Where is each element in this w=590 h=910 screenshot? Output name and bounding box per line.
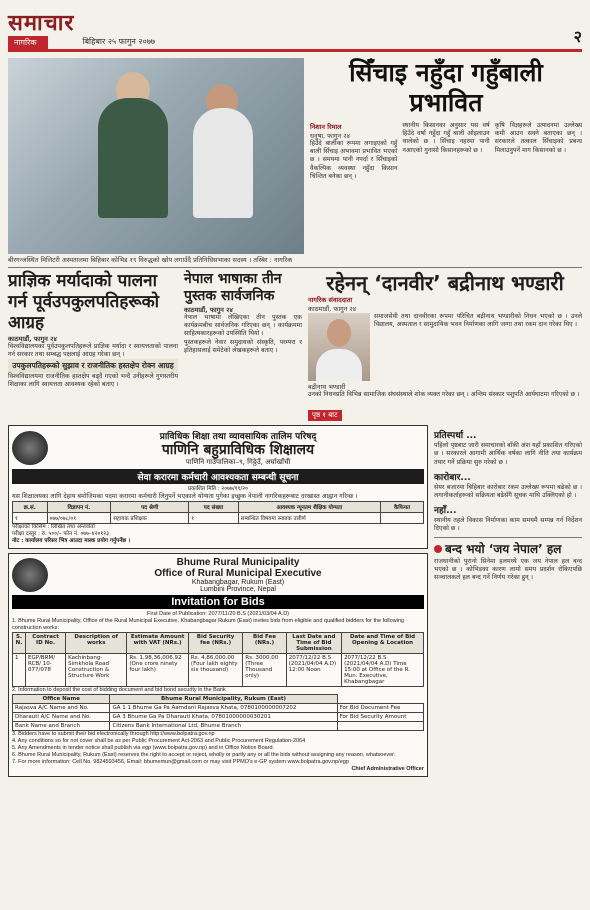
job-table-cell: सहायक प्रशिक्षक	[111, 513, 189, 524]
bank-table-cell: GA 3 Bhume Ga Pa Dharauti Khata, 07801000000030201	[110, 713, 337, 722]
notice1-footer-1: परीक्षाको किसिम : लिखित तथा अन्तर्वार्ता	[12, 524, 95, 531]
brand-sub: नागरिक	[8, 36, 48, 49]
brand-name: समाचार	[8, 11, 75, 36]
notice2-intro: 1. Bhume Rural Municipality, Office of the Rural Municipal Executive, Khabangbagar Rukum (East) invites bids from eligible and qualified bidders for the following construction works:	[12, 618, 405, 632]
bid-note: 4. Any conditions so for not cover shall be as per Public Procurement Act-2063 and Public Procurement Regulation-2064	[12, 738, 306, 745]
bank-table-cell: Bank Name and Branch	[13, 722, 110, 731]
sidebar-divider	[434, 537, 582, 538]
story5-headline[interactable]: बन्द भयो ‘जय नेपाल’ हल	[445, 541, 562, 556]
story2-body-a: समाजसेवी तथा दानवीरका रूपमा परिचित बद्रीनाथ भण्डारीको निधन भएको छ । उनले विद्यालय, अस्पताल र सामुदायिक भवन निर्माणका लागि जग्गा तथा रकम दान गरेका थिए ।	[374, 313, 582, 329]
story1-columns	[310, 122, 582, 181]
story2-place: काठमाडौं, फागुन २४	[308, 305, 357, 313]
issue-date: बिहिबार २५ फागुन २०७७	[82, 37, 156, 46]
story1-byline: निशान रिमाल	[310, 123, 342, 131]
photo-block	[8, 52, 304, 264]
bid-table-cell: 1	[13, 654, 26, 687]
notice2-line3: Khabangbagar, Rukum (East)	[191, 579, 285, 587]
brand	[8, 12, 74, 49]
job-table-row	[13, 513, 424, 524]
portrait-photo	[308, 313, 370, 381]
bid-table-header-3: Estimate Amount with VAT (NRs.)	[127, 633, 189, 654]
bid-table-cell: 2077/12/22 B.S (2021/04/04 A.D) 12:00 Noon	[286, 654, 341, 687]
bank-table-row	[13, 704, 424, 713]
story1-headline[interactable]: सिँचाइ नहुँदा गहुँबाली प्रभावित	[349, 58, 543, 117]
bid-table-header-7: Date and Time of Bid Opening & Location	[342, 633, 424, 654]
bid-table-cell: EGP/BRM/ RCB/ 10-077/078	[26, 654, 66, 687]
bank-table-cell: Rajasva A/C Name and No.	[13, 704, 110, 713]
bid-table-cell: Rs. 4,86,000.00 (Four lakh eighty six thousand)	[188, 654, 242, 687]
story3	[8, 271, 178, 421]
middle-row	[8, 271, 582, 421]
notice1-footer-2: परीक्षा दस्तुर : रु. ५००/– फोन नं. ०७७–४२०१२३	[12, 531, 109, 538]
notice1-table	[12, 501, 424, 524]
story3-body-b: विश्वविद्यालयमा राजनीतिक हस्तक्षेप बढ्दै गएको भन्दै उनीहरूले गुणस्तरीय शिक्षाका लागि स्वायत्तता आवश्यक रहेको बताए ।	[8, 372, 178, 389]
bullet-icon	[434, 545, 442, 553]
bid-table-header-2: Description of works	[66, 633, 127, 654]
sidebar-body-3: स्थानीय तहले विकास निर्माणका काम समयमै सम्पन्न गर्न निर्देशन दिएको छ ।	[434, 517, 582, 533]
notices-column	[8, 425, 428, 777]
bank-table-cell: Citizens Bank International Ltd, Bhume Branch	[110, 722, 337, 731]
job-table-header-0: क्र.सं.	[13, 502, 48, 513]
bottom-row	[8, 425, 582, 777]
story4-body-b: पुस्तकहरूले नेवार समुदायको संस्कृति, परम्परा र इतिहासलाई समेटेको लेखकहरूले बताए ।	[184, 338, 302, 354]
bid-table	[12, 632, 424, 687]
notice1-body: यस शिक्षालयका लागि देहाय बमोजिमका पदमा करारमा कर्मचारी लिनुपर्ने भएकाले योग्यता पुगेका इच्छुक नेपाली नागरिकहरूबाट दरखास्त आह्वान गरिन्छ ।	[12, 493, 358, 501]
notice2-notes	[12, 731, 424, 766]
sidebar-head-2[interactable]: कारोबार...	[434, 472, 471, 483]
sidebar-head-3[interactable]: नहाँ...	[434, 506, 457, 517]
story3-headline[interactable]: प्राज्ञिक मर्यादाको पालना गर्न पूर्वउपकुलपतिहरूको आग्रह	[8, 271, 160, 333]
bid-table-row	[13, 654, 424, 687]
bid-notice	[8, 553, 428, 777]
sidebar-body-2: सेयर बजारमा बिहिबार कारोबार रकम उल्लेख्य रूपमा बढेको छ । लगानीकर्ताहरूको सक्रियता बढेसँगै सूचक माथि उक्लिएको हो ।	[434, 483, 582, 500]
continued-label: पृष्ठ १ बाट	[308, 410, 342, 421]
bid-table-header-1: Contract ID No.	[26, 633, 66, 654]
bid-note: 3. Bidders have to submit their bid electronically through http://www.bolpatra.gov.np	[12, 731, 215, 738]
portrait-head	[327, 319, 351, 347]
story3-body-a: विश्वविद्यालयका पूर्वउपकुलपतिहरूले प्राज्ञिक मर्यादा र स्वायत्तताको पालना गर्न सरकार तथा सम्बद्ध पक्षलाई आग्रह गरेका छन् ।	[8, 343, 178, 359]
story4-body-a: नेपाल भाषामा लेखिएका तीन पुस्तक एक कार्यक्रमबीच सार्वजनिक गरिएका छन् । कार्यक्रममा साहित्यकारहरूको उपस्थिति थियो ।	[184, 314, 302, 338]
story2-byline: नागरिक संवाददाता	[308, 296, 353, 304]
bid-note: 5. Any Amendments in tender notice shall publish via egp (www.bolpatra.gov.np) and in Office Notice Board.	[12, 745, 275, 752]
bid-table-cell: Rs. 3000.00 (Three Thousand only)	[243, 654, 286, 687]
bank-table-cell: For Bid Security Amount	[337, 713, 423, 722]
job-table-header-2: पद श्रेणी	[111, 502, 189, 513]
job-table-cell: १	[189, 513, 238, 524]
job-notice	[8, 425, 428, 549]
sidebar-head-1[interactable]: प्रतिस्पर्धा ...	[434, 431, 477, 442]
notice2-line4: Lumbini Province, Nepal	[200, 586, 276, 594]
job-table-cell	[381, 513, 424, 524]
story1-place: धनुषा, फागुन २४	[310, 132, 350, 140]
story5-header	[434, 541, 582, 558]
sidebar-body-1: पहिलो पृष्ठबाट जारी समाचारको बाँकी अंश यहाँ प्रकाशित गरिएको छ । सरकारले आगामी आर्थिक वर्षका लागि नीति तथा कार्यक्रम तयार गर्ने प्रक्रिया सुरु गरेको छ ।	[434, 442, 582, 466]
continued-tag	[308, 402, 582, 421]
notice2-line2: Office of Rural Municipal Executive	[154, 568, 322, 580]
bank-table-cell: Dharauti A/C Name and No.	[13, 713, 110, 722]
job-table-cell: सम्बन्धित विषयमा स्नातक उत्तीर्ण	[238, 513, 381, 524]
sidebar	[434, 425, 582, 777]
story2-body-b: उनको निधनप्रति विभिन्न सामाजिक संघसंस्थाले शोक व्यक्त गरेका छन् । अन्तिम संस्कार पशुपति आर्यघाटमा गरिएको छ ।	[308, 391, 580, 398]
notice2-band: Invitation for Bids	[12, 595, 424, 609]
municipality-emblem-icon	[12, 558, 48, 592]
page-number: २	[573, 27, 582, 46]
job-table-header-3: पद संख्या	[189, 502, 238, 513]
bid-table-header-5: Bid Fee (NRs.)	[243, 633, 286, 654]
story3-pullquote	[8, 359, 178, 373]
story1-body-c: कृषि विज्ञहरूले उत्पादनमा उल्लेख्य कमी आउन सक्ने बताएका छन् । सरकारले तत्काल सिँचाइको प्रबन्ध मिलाउनुपर्ने माग किसानको छ ।	[494, 122, 582, 154]
bank-table	[12, 694, 424, 731]
bid-table-header-6: Last Date and Time of Bid Submission	[286, 633, 341, 654]
bid-table-header-0: S. N.	[13, 633, 26, 654]
bid-table-header-4: Bid Security fee (NRs.)	[188, 633, 242, 654]
bank-table-cell	[337, 722, 423, 731]
bank-table-cell: For Bid Document Fee	[337, 704, 423, 713]
bid-table-cell: Kachinbang-Simkhola Road Construction & Structure Work	[66, 654, 127, 687]
portrait-caption: बद्रीनाथ भण्डारी	[308, 383, 346, 391]
bid-table-cell: Rs. 1,98,36,006.92 (One crore ninety four lakh)	[127, 654, 189, 687]
pullquote-text: उपकुलपतिहरूको सुझाव र राजनीतिक हस्तक्षेप रोक्न आग्रह	[12, 361, 174, 371]
notice1-band: सेवा करारमा कर्मचारी आवश्यकता सम्बन्धी सूचना	[12, 469, 424, 484]
notice2-date: First Date of Publication: 2077/11/20 B.S (2021/03/04 A.D)	[146, 611, 290, 618]
notice1-org: प्राविधिक शिक्षा तथा व्यावसायिक तालिम परिषद्	[159, 432, 317, 443]
notice1-title: पाणिनि बहुप्राविधिक शिक्षालय	[161, 442, 315, 459]
story4-byline: काठमाडौं, फागुन २४	[184, 306, 233, 314]
story1-body-a: हिउँदे बालीका रूपमा लगाइएको गहुँ बाली सिँचाइ अभावमा प्रभावित भएको छ । समयमा पानी नपर्दा र सिँचाइको वैकल्पिक व्यवस्था नहुँदा किसान चिन्तित बनेका छन् ।	[310, 140, 398, 180]
bank-table-cell: GA 1 1 Bhume Ga Pa Aamdani Rajasva Khata, 0780100000007202	[110, 704, 337, 713]
notice1-header	[12, 429, 424, 467]
photo-person-2-body	[193, 108, 253, 218]
bank-table-row	[13, 722, 424, 731]
bank-table-header-0: Office Name	[13, 695, 110, 704]
bid-note: 6. Bhume Rural Municipality, Rukum (East) reserves the right to accept or reject, wholly or partly any or all the bids without assigning any reason, whatsoever.	[12, 752, 396, 759]
story2-headline[interactable]: रहेनन् ‘दानवीर’ बद्रीनाथ भण्डारी	[326, 271, 564, 295]
divider	[8, 267, 582, 268]
job-table-cell: ०७७/०७८/०१	[47, 513, 111, 524]
notice2-header	[12, 557, 424, 593]
notice1-date: प्रकाशित मिति : २०७७/११/२०	[187, 486, 249, 493]
bid-table-cell: 2077/12/22 B.S (2021/04/04 A.D) Time 15:00 at Office of the R. Mun. Executive, Khabangbagar	[342, 654, 424, 687]
job-table-header-1: विज्ञापन नं.	[47, 502, 111, 513]
photo-caption: बीरगन्जस्थित मिलिटरी अस्पतालमा बिहिबार कोभिड १९ विरुद्धको खोप लगाउँदै प्रतिनिधिसभाका सदस्य । तस्बिर : नागरिक	[8, 256, 293, 264]
story4-headline[interactable]: नेपाल भाषाका तीन पुस्तक सार्वजनिक	[184, 271, 282, 304]
bank-table-header-1: Bhume Rural Municipality, Rukum (East)	[110, 695, 337, 704]
nepal-emblem-icon	[12, 431, 48, 465]
job-table-header-5: कैफियत	[381, 502, 424, 513]
story5-body: राजधानीको पुरानो सिनेमा हलमध्ये एक जय नेपाल हल बन्द भएको छ । कोभिडका कारण लामो समय प्रदर्शन रोकिएपछि सञ्चालकले हल बन्द गर्ने निर्णय गरेका हुन् ।	[434, 557, 582, 582]
story1	[310, 58, 582, 264]
photo-person-1-body	[98, 98, 168, 218]
story4	[184, 271, 302, 421]
top-row	[8, 52, 582, 264]
job-table-cell: १	[13, 513, 48, 524]
story1-body-b: स्थानीय किसानका अनुसार यस वर्ष हिउँदे वर्षा नहुँदा गहुँ बाली ओइलाउन थालेको छ । सिँचाइ नहरमा पानी नआएको गुनासो किसानहरूको छ ।	[402, 122, 490, 154]
story3-byline: काठमाडौं, फागुन २४	[8, 335, 57, 343]
bid-note: 7. For more information: Cell No. 9824593456, Email: bhumemun@gmail.com or may visit PPMO's e-GP system www.bolpatra.gov.np/egp	[12, 759, 349, 766]
bank-table-row	[13, 713, 424, 722]
notice1-address: पाणिनि गाउँपालिका–९, गिठ्ठेउँ, अर्घाखाँची	[185, 458, 291, 467]
masthead	[8, 6, 582, 52]
notice2-signature: Chief Administrative Officer	[351, 766, 424, 773]
vaccination-photo	[8, 58, 304, 254]
story2	[308, 271, 582, 421]
job-table-header-4: आवश्यक न्यूनतम शैक्षिक योग्यता	[238, 502, 381, 513]
notice2-line1: Bhume Rural Municipality	[176, 557, 300, 569]
notice1-footer-3: नोट : कार्यालय परिसर भित्र आउदा मास्क प्रयोग गर्नुपर्नेछ ।	[12, 538, 131, 545]
portrait-body	[316, 349, 362, 381]
notice2-subnote: 2. Information to deposit the cost of bidding document and bid bond security in the Bank	[12, 687, 226, 694]
